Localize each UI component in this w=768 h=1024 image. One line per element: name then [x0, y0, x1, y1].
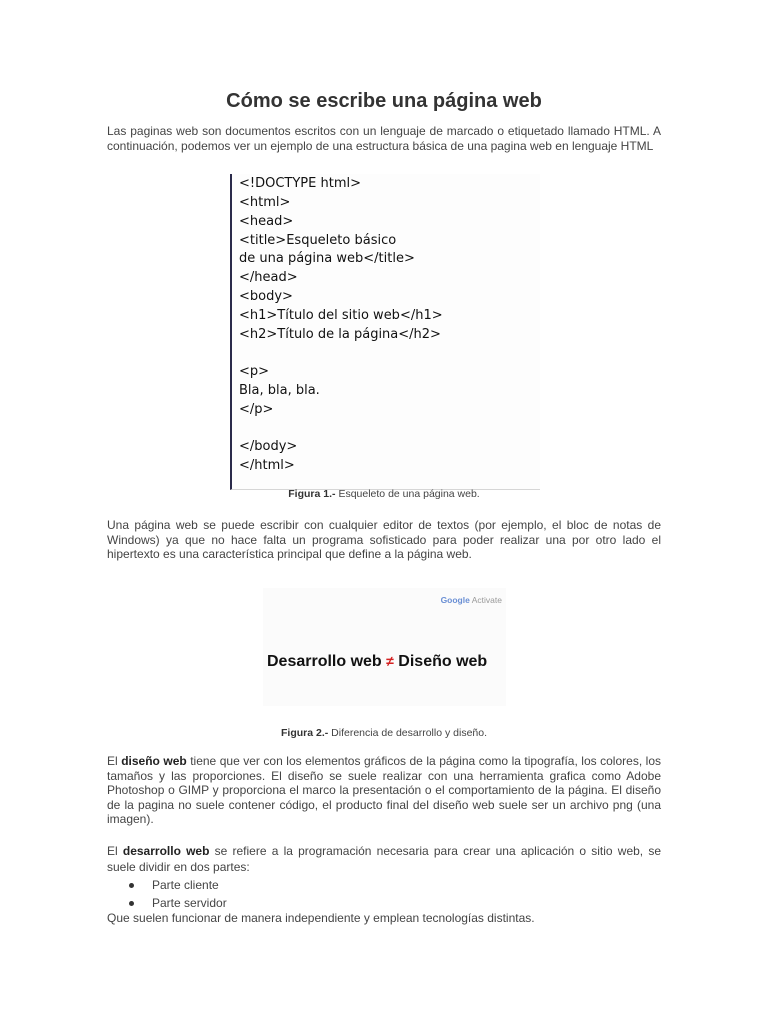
development-body: se refiere a la programación necesaria para crear una aplicación o sitio web, se suele dividir en dos partes: [107, 844, 662, 874]
code-line: de una página web</title> [239, 251, 415, 266]
google-activate-badge [441, 595, 502, 605]
design-body: tiene que ver con los elementos gráficos de la página como la tipografía, los colores, los tamaños y las proporciones. El diseño se suele realizar con una herramienta grafica como Adobe Photoshop o GIMP y proporciona el marco la presentación o el comportamiento de la página. El diseño de la pagina no suele contener código, el producto final del diseño web suele ser un archivo png (una imagen). [107, 754, 661, 827]
figure-2-label: Figura 2.- [280, 727, 329, 739]
figure-1-text: Esqueleto de una página web. [335, 488, 480, 500]
figure-1-caption [0, 488, 768, 500]
list-item [125, 876, 227, 894]
bullet-icon [129, 901, 134, 906]
code-line: <!DOCTYPE html> [239, 176, 361, 191]
parts-list [125, 876, 227, 912]
development-prefix: El [107, 844, 123, 858]
design-paragraph [107, 754, 661, 827]
development-label: Desarrollo web [267, 653, 382, 670]
code-line: <h1>Título del sitio web</h1> [239, 308, 443, 323]
editor-paragraph: Una página web se puede escribir con cualquier editor de textos (por ejemplo, el bloc de notas de Windows) ya que no hace falta un programa sofisticado para poder realizar una por otro lado el hipertexto es una característica principal que define a la página web. [107, 518, 661, 562]
code-line: <h2>Título de la página</h2> [239, 327, 441, 342]
code-line: <p> [239, 364, 270, 379]
closing-paragraph: Que suelen funcionar de manera independiente y emplean tecnologías distintas. [107, 911, 535, 925]
design-term: diseño web [121, 754, 187, 768]
figure-2-heading [267, 653, 487, 671]
not-equal-icon: ≠ [386, 653, 394, 669]
intro-paragraph: Las paginas web son documentos escritos con un lenguaje de marcado o etiquetado llamado HTML. A continuación, podemos ver un ejemplo de una estructura básica de una pagina web en lenguaje HTML [107, 124, 661, 153]
design-vs-development-figure [263, 588, 506, 706]
development-paragraph [107, 843, 661, 875]
bullet-icon [129, 883, 134, 888]
code-line: </p> [239, 402, 274, 417]
code-line: <body> [239, 289, 293, 304]
page-title: Cómo se escribe una página web [226, 90, 542, 112]
figure-1-label: Figura 1.- [288, 488, 336, 500]
code-line: <html> [239, 195, 291, 210]
code-line: </body> [239, 439, 298, 454]
list-item-label: Parte cliente [152, 878, 219, 892]
code-line: Bla, bla, bla. [239, 383, 320, 398]
list-item-label: Parte servidor [152, 896, 227, 910]
development-term: desarrollo web [122, 844, 210, 858]
figure-2-caption [0, 727, 768, 739]
google-logo: Google [440, 595, 470, 605]
activate-label: Activate [471, 595, 502, 605]
figure-2-text: Diferencia de desarrollo y diseño. [328, 727, 488, 739]
design-prefix: El [107, 754, 122, 768]
code-line: <head> [239, 214, 294, 229]
code-line: <title>Esqueleto básico [239, 233, 397, 248]
html-skeleton-figure [230, 174, 540, 490]
design-label: Diseño web [398, 653, 488, 670]
code-line: </head> [239, 270, 298, 285]
code-line: </html> [239, 458, 295, 473]
list-item [125, 894, 227, 912]
